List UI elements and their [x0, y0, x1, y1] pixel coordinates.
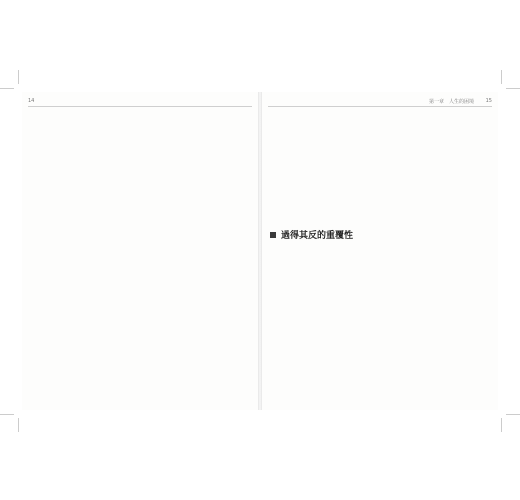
right-running-header: 第一章 人生的困境 — [428, 99, 474, 105]
crop-mark-br-v — [501, 418, 502, 432]
crop-mark-tl-h — [0, 88, 14, 89]
crop-mark-tr-h — [506, 88, 520, 89]
right-header-rule — [268, 106, 492, 107]
left-page-number: 14 — [28, 98, 35, 104]
right-page — [262, 92, 498, 410]
right-page-number: 15 — [485, 98, 492, 104]
crop-mark-br-h — [506, 414, 520, 415]
book-spread — [0, 92, 520, 410]
crop-mark-bl-v — [18, 418, 19, 432]
square-bullet-icon — [270, 232, 276, 238]
crop-mark-tr-v — [501, 70, 502, 84]
section-heading-text: 過得其反的重覆性 — [281, 231, 354, 241]
crop-mark-bl-h — [0, 414, 14, 415]
section-heading — [270, 228, 353, 241]
left-page — [22, 92, 258, 410]
crop-mark-tl-v — [18, 70, 19, 84]
left-header-rule — [28, 106, 252, 107]
